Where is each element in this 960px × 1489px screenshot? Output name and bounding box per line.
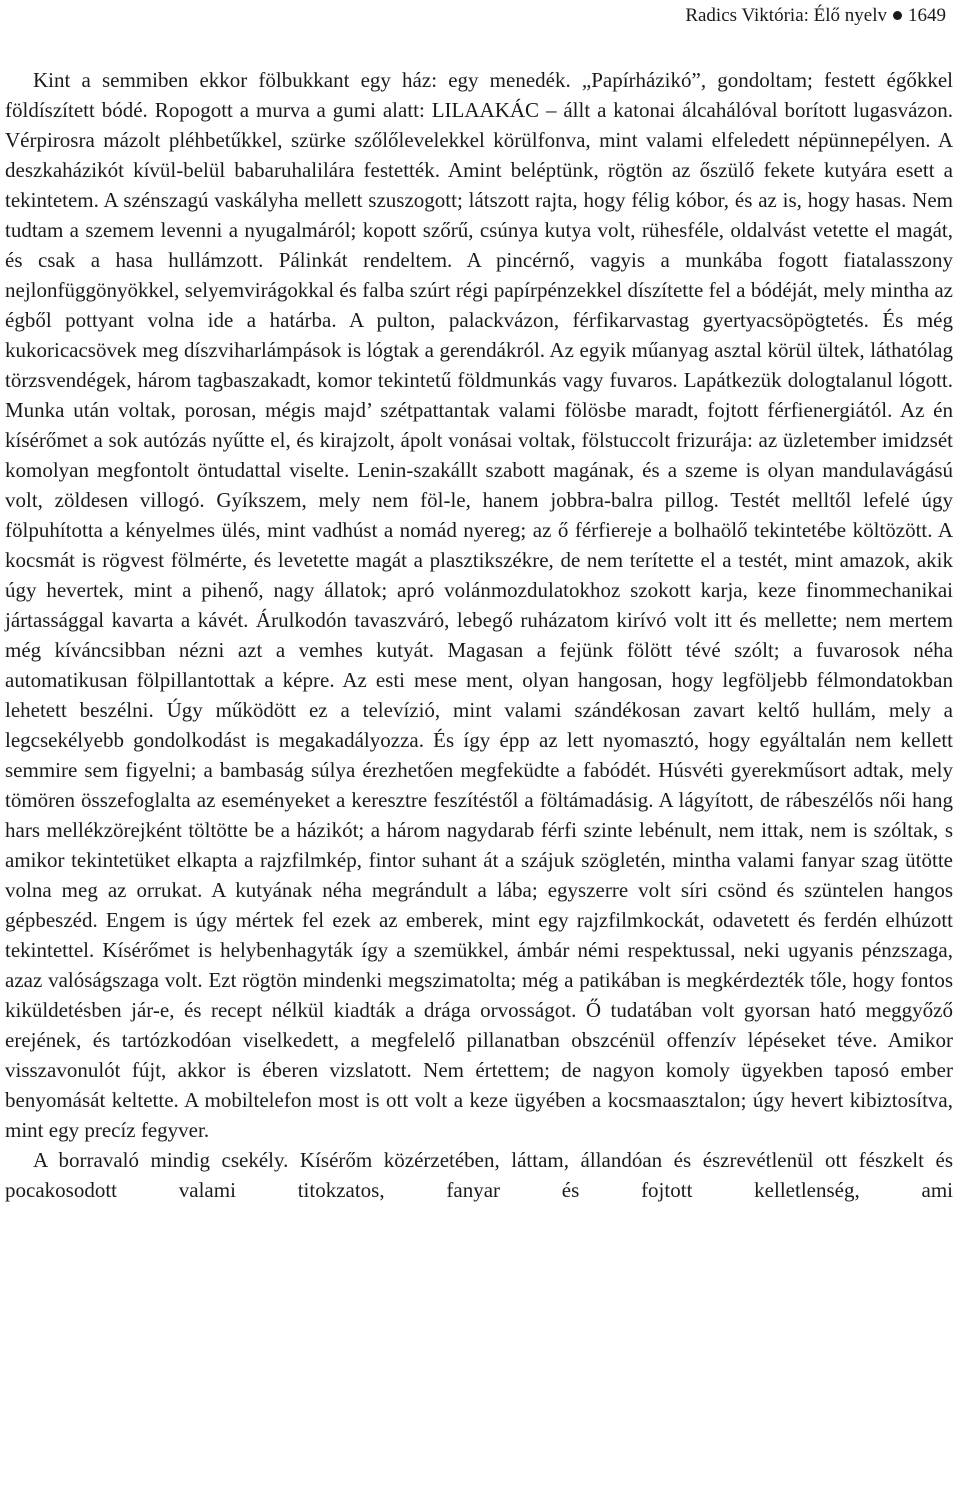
running-header-title: Radics Viktória: Élő nyelv xyxy=(685,5,887,26)
text-body xyxy=(5,65,953,1205)
bullet-separator-icon xyxy=(893,11,902,20)
running-header xyxy=(685,4,946,28)
page-number: 1649 xyxy=(908,5,946,26)
paragraph-1: Kint a semmiben ekkor fölbukkant egy ház: egy menedék. „Papírházikó”, gondoltam; festett égőkkel földíszített bódé. Ropogott a murva a gumi alatt: LILAAKÁC – állt a katonai álcahálóval borított lugasvázon. Vérpirosra mázolt pléhbetűkkel, szürke szőlőlevelekkel körülfonva, mint valami elfeledett népünnepélyen. A deszkaházikót kívül-belül babaruhalilára festették. Amint beléptünk, rögtön az őszülő fekete kutyára esett a tekintetem. A szénszagú vaskályha mellett szuszogott; látszott rajta, hogy félig kóbor, és az is, hogy hasas. Nem tudtam a szemem levenni a nyugalmáról; kopott szőrű, csúnya kutya volt, rühesféle, oldalvást vetette el magát, és csak a hasa hullámzott. Pálinkát rendeltem. A pincérnő, vagyis a munkába fogott fiatalasszony nejlonfüggönyökkel, selyemvirágokkal és falba szúrt régi papírpénzekkel díszítette fel a bódéját, mely mintha az égből pottyant volna ide a határba. A pulton, palackvázon, férfikarvastag gyertyacsöpögtetés. És még kukoricacsövek meg díszviharlámpások is lógtak a gerendákról. Az egyik műanyag asztal körül ültek, láthatólag törzsvendégek, három tagbaszakadt, komor tekintetű földmunkás vagy fuvaros. Lapátkezük dologtalanul lógott. Munka után voltak, porosan, mégis majd’ szétpattantak valami fölösbe maradt, fojtott férfienergiától. Az én kísérőmet a sok autózás nyűtte el, és kirajzolt, ápolt vonásai voltak, fölstuccolt frizurája: az üzletember imidzsét komolyan megfontolt öntudattal viselte. Lenin-szakállt szabott magának, és a szeme is olyan mandulavágású volt, zöldesen villogó. Gyíkszem, mely nem föl-le, hanem jobbra-balra pillog. Testét melltől lefelé úgy fölpuhította a kényelmes ülés, mint vadhúst a nomád nyereg; az ő férfiereje a bolhaölő tekintetébe költözött. A kocsmát is rögvest fölmérte, és levetette magát a plasztikszékre, de nem terítette el a testét, mint amazok, akik úgy hevertek, mint a pihenő, nagy állatok; apró volánmozdulatokhoz szokott karja, keze finommechanikai jártassággal kavarta a kávét. Árulkodón tavaszváró, lebegő ruházatom kirívó volt itt és mellette; nem mertem még kíváncsibban nézni azt a vemhes kutyát. Magasan a fejünk fölött tévé szólt; a fuvarosok néha automatikusan fölpillantottak a képre. Az esti mese ment, olyan hangosan, hogy legföljebb félmondatokban lehetett beszélni. Úgy működött ez a televízió, mint valami szándékosan zavart keltő hullám, mely a legcsekélyebb gondolkodást is megakadályozza. És így épp az lett nyomasztó, hogy egyáltalán nem kellett semmire sem figyelni; a bambaság súlya érezhetően megfeküdte a fabódét. Húsvéti gyerekműsort adtak, mely tömören összefoglalta az eseményeket a keresztre feszítéstől a föltámadásig. A lágyított, de rábeszélős női hang hars mellékzörejként töltötte be a házikót; a három nagydarab férfi szinte lebénult, nem ittak, nem is szóltak, s amikor tekintetüket elkapta a rajzfilmkép, fintor suhant át a szájuk szögletén, mintha valami fanyar szag ütötte volna meg az orrukat. A kutyának néha megrándult a lába; egyszerre volt síri csönd és szüntelen hangos gépbeszéd. Engem is úgy mértek fel ezek az emberek, mint egy rajzfilmkockát, odavetett és ferdén elhúzott tekintettel. Kísérőmet is helybenhagyták így a szemükkel, ámbár némi respektussal, neki ugyanis pénzszaga, azaz valóságszaga volt. Ezt rögtön mindenki megszimatolta; még a patikában is megkérdezték tőle, hogy fontos kiküldetésben jár-e, és recept nélkül kiadták a drága orvosságot. Ő tudatában volt gyorsan ható meggyőző erejének, és tartózkodóan viselkedett, a megfelelő pillanatban obszcénül offenzív lépéseket téve. Amikor visszavonulót fújt, akkor is éberen vizslatott. Nem értettem; de nagyon komoly ügyekben taposó ember benyomását keltette. A mobiltelefon most is ott volt a keze ügyében a kocsmaasztalon; úgy hevert kibiztosítva, mint egy precíz fegyver. xyxy=(5,68,953,1142)
paragraph-2: A borravaló mindig csekély. Kísérőm közérzetében, láttam, állandóan és észrevétlenül ott fészkelt és pocakosodott valami titokzatos, fanyar és fojtott kelletlenség, ami xyxy=(5,1148,953,1202)
